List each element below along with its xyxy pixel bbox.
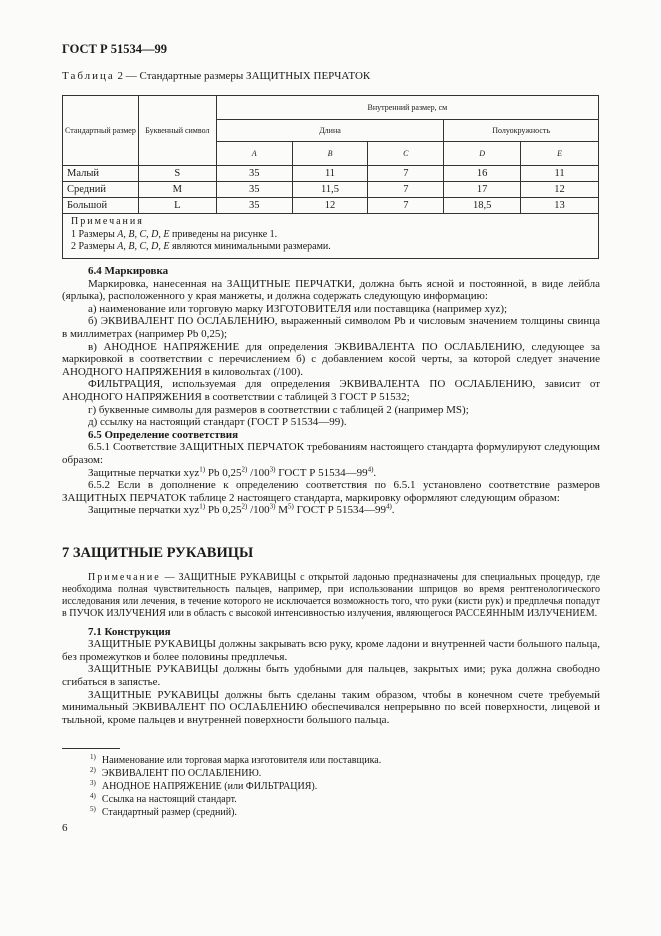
table-row [63, 166, 599, 182]
notes-title: Примечания [71, 216, 144, 227]
footnote [90, 754, 381, 767]
th-size: Стандартный размер [63, 96, 139, 166]
cell-c: 7 [368, 182, 444, 198]
cell-a: 35 [216, 198, 292, 214]
section-6-5-title: 6.5 Определение соответствия [88, 428, 239, 441]
ex2-s1: 1) [199, 502, 206, 511]
footnote-mark: 4) [90, 791, 96, 800]
note-2-letters: A, B, C, D, E [117, 241, 170, 252]
ex2-s4: 5) [288, 502, 294, 511]
cell-b: 12 [292, 198, 368, 214]
footnote-mark: 3) [90, 778, 96, 787]
s64-item-v: в) АНОДНОЕ НАПРЯЖЕНИЕ для определения ЭКВИВАЛЕНТА ПО ОСЛАБЛЕНИЮ, следующее за маркировкой в соответствии с перечислением б) с добавлением косой черты, за которой следует значение АНОДНОГО НАПРЯЖЕНИЯ в киловольтах (/100). [62, 340, 600, 378]
cell-b: 11 [292, 166, 368, 182]
s65-example-1 [62, 464, 600, 480]
footnote-text: Стандартный размер (средний). [101, 807, 237, 818]
th-col-b: B [292, 142, 368, 166]
footnote-text: АНОДНОЕ НАПРЯЖЕНИЕ (или ФИЛЬТРАЦИЯ). [101, 781, 318, 792]
ex2-t4: M [275, 504, 289, 517]
section-6-4-title: 6.4 Маркировка [88, 265, 169, 277]
s64-item-g: г) буквенные символы для размеров в соответствии с таблицей 2 (например MS); [88, 403, 469, 416]
table-caption-text: 2 — Стандартные размеры ЗАЩИТНЫХ ПЕРЧАТОК [114, 70, 371, 82]
note-1-post: приведены на рисунке 1. [169, 228, 278, 240]
cell-e: 12 [521, 182, 599, 198]
note-1-letters: A, B, C, D, E [117, 228, 170, 240]
th-inner-size: Внутренний размер, см [216, 96, 598, 120]
footnote-mark: 2) [90, 765, 96, 774]
cell-letter: L [138, 198, 216, 214]
section-7 [62, 547, 600, 726]
s64-item-a: а) наименование или торговую марку ИЗГОТОВИТЕЛЯ или поставщика (например xyz); [88, 302, 508, 315]
s65-p2: 6.5.2 Если в дополнение к определению соответствия по 6.5.1 установлено соответствие размеров ЗАЩИТНЫХ ПЕРЧАТОК таблице 2 настоящего стандарта, маркировку оформляют следующим образом: [62, 479, 600, 504]
ex2-t5: ГОСТ Р 51534—99 [293, 504, 386, 517]
ex1-s2: 2) [241, 464, 248, 473]
note-2-pre: 2 Размеры [71, 241, 118, 252]
ex1-s1: 1) [199, 464, 206, 473]
document-header: ГОСТ Р 51534—99 [62, 42, 168, 56]
section-7-1-title: 7.1 Конструкция [88, 625, 171, 638]
cell-e: 13 [521, 198, 599, 214]
footnote-divider [62, 748, 120, 749]
note-2 [71, 241, 594, 254]
footnotes [90, 754, 381, 819]
th-col-a: A [216, 142, 292, 166]
ex2-s3: 3) [269, 502, 276, 511]
cell-a: 35 [216, 166, 292, 182]
footnote-mark: 1) [90, 752, 96, 761]
s7-p3: ЗАЩИТНЫЕ РУКАВИЦЫ должны быть сделаны таким образом, чтобы в конечном счете требуемый минимальный ЭКВИВАЛЕНТ ПО ОСЛАБЛЕНИЮ обеспечивался непрерывно по всей поверхности, лицевой и тыльной, кроме пальцев и внутренней поверхности большого пальца. [62, 688, 600, 726]
cell-letter: S [138, 166, 216, 182]
note-1-pre: 1 Размеры [71, 228, 118, 240]
ex2-s2: 2) [241, 502, 248, 511]
ex1-t4: ГОСТ Р 51534—99 [275, 466, 368, 479]
cell-d: 18,5 [444, 198, 521, 214]
cell-e: 11 [521, 166, 599, 182]
th-col-e: E [521, 142, 599, 166]
cell-letter: M [138, 182, 216, 198]
page-number: 6 [62, 822, 68, 834]
ex1-t2: Pb 0,25 [205, 466, 242, 479]
cell-d: 17 [444, 182, 521, 198]
sizes-table [62, 95, 599, 259]
cell-size: Средний [63, 182, 139, 198]
cell-d: 16 [444, 166, 521, 182]
footnote [90, 767, 381, 780]
ex1-t1: Защитные перчатки xyz [88, 466, 200, 479]
ex1-s4: 4) [367, 464, 374, 473]
body-text [62, 265, 600, 517]
th-girth: Полуокружность [444, 120, 599, 142]
footnote [90, 793, 381, 806]
th-col-d: D [444, 142, 521, 166]
cell-size: Малый [63, 166, 139, 182]
footnote-text: ЭКВИВАЛЕНТ ПО ОСЛАБЛЕНИЮ. [101, 768, 262, 779]
th-length: Длина [216, 120, 443, 142]
ex2-t3: /100 [247, 504, 270, 517]
th-col-c: C [368, 142, 444, 166]
section-7-note-text: — ЗАЩИТНЫЕ РУКАВИЦЫ с открытой ладонью предназначены для специальных процедур, где необходима полная чувствительность пальцев, например, при использовании шприцов во время рентгенологического исследования или лечения, в течение которого не исключается возможность того, что руки (кисти рук) и предплечья попадут в ПУЧОК ИЗЛУЧЕНИЯ или в область с высокой интенсивностью излучения, являющегося РАССЕЯННЫМ ИЗЛУЧЕНИЕМ. [62, 571, 600, 619]
table-notes [63, 214, 599, 259]
s64-filter: ФИЛЬТРАЦИЯ, используемая для определения ЭКВИВАЛЕНТА ПО ОСЛАБЛЕНИЮ, зависит от АНОДНОГО НАПРЯЖЕНИЯ в соответствии с таблицей 3 ГОСТ Р 51532; [62, 378, 600, 403]
s65-example-2 [62, 504, 600, 517]
section-7-note-label: Примечание [88, 571, 161, 583]
s64-item-b: б) ЭКВИВАЛЕНТ ПО ОСЛАБЛЕНИЮ, выраженный символом Pb и числовым значением толщины свинца в миллиметрах (например Pb 0,25); [62, 315, 600, 340]
section-7-note [62, 572, 600, 620]
footnote-mark: 5) [90, 804, 96, 813]
ex1-s3: 3) [269, 464, 276, 473]
ex2-t2: Pb 0,25 [205, 504, 242, 517]
section-7-title: 7 ЗАЩИТНЫЕ РУКАВИЦЫ [62, 545, 254, 561]
ex2-s5: 4) [385, 502, 392, 511]
footnote [90, 806, 381, 819]
s7-p2: ЗАЩИТНЫЕ РУКАВИЦЫ должны быть удобными для пальцев, закрытых ими; рука должна свободно сгибаться в запястье. [62, 663, 600, 688]
table-row [63, 198, 599, 214]
note-2-post: являются минимальными размерами. [169, 241, 331, 252]
table-row [63, 182, 599, 198]
table-caption-label: Таблица [62, 70, 115, 82]
ex1-t5: . [373, 466, 377, 479]
note-1 [71, 229, 594, 242]
cell-c: 7 [368, 166, 444, 182]
cell-size: Большой [63, 198, 139, 214]
footnote-text: Ссылка на настоящий стандарт. [101, 794, 237, 805]
ex1-t3: /100 [247, 466, 270, 479]
footnote-text: Наименование или торговая марка изготовителя или поставщика. [101, 755, 382, 766]
footnote [90, 780, 381, 793]
cell-c: 7 [368, 198, 444, 214]
cell-a: 35 [216, 182, 292, 198]
ex2-t6: . [391, 504, 395, 517]
s64-item-d: д) ссылку на настоящий стандарт (ГОСТ Р 51534—99). [88, 416, 347, 429]
s7-p1: ЗАЩИТНЫЕ РУКАВИЦЫ должны закрывать всю руку, кроме ладони и внутренней части большого пальца, без промежутков и более половины предплечья. [62, 638, 600, 663]
th-letter: Буквенный символ [138, 96, 216, 166]
table-caption [62, 70, 370, 82]
s65-p1: 6.5.1 Соответствие ЗАЩИТНЫХ ПЕРЧАТОК требованиям настоящего стандарта формулируют следующим образом: [62, 441, 600, 466]
s64-intro: Маркировка, нанесенная на ЗАЩИТНЫЕ ПЕРЧАТКИ, должна быть ясной и постоянной, в виде лейбла (ярлыка), расположенного у края манжеты, и должна содержать следующую информацию: [62, 277, 600, 303]
cell-b: 11,5 [292, 182, 368, 198]
ex2-t1: Защитные перчатки xyz [88, 504, 200, 517]
